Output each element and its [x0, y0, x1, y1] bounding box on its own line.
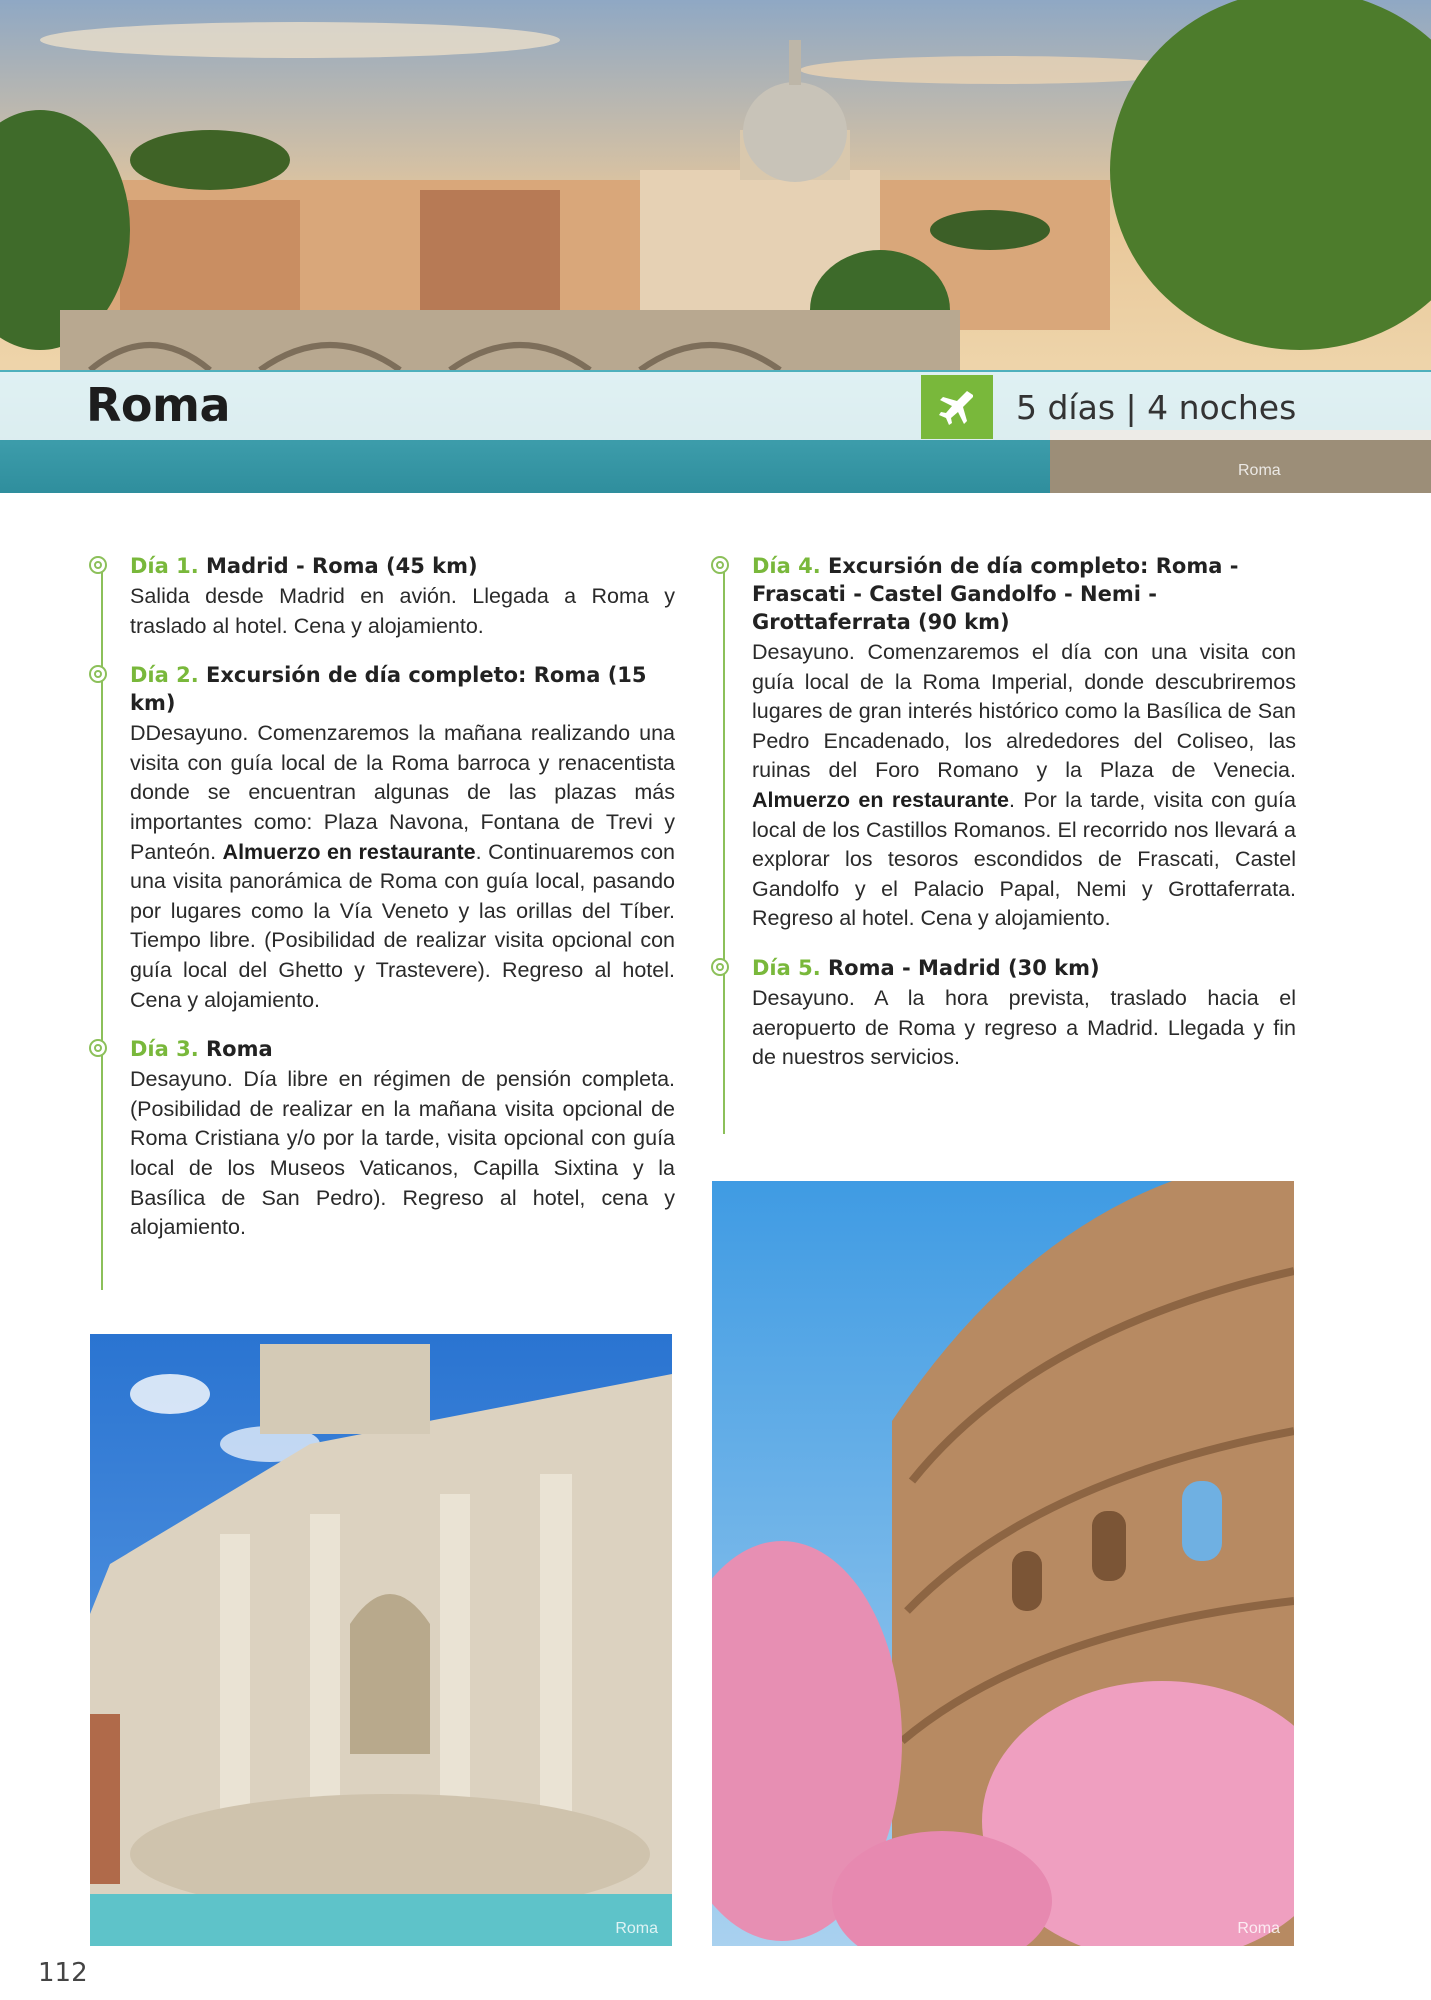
day-title: Excursión de día completo: Roma (15 km) — [130, 663, 647, 716]
day-label: Día 5. — [752, 955, 821, 980]
day-5 — [714, 954, 1296, 1073]
day-bullet-icon — [711, 556, 729, 574]
day-bullet-icon — [89, 665, 107, 683]
day-heading — [752, 552, 1296, 636]
day-description: Desayuno. A la hora prevista, traslado hacia el aeropuerto de Roma y regreso a Madrid. Llegada y fin de nuestros servicios. — [752, 985, 1296, 1070]
day-title: Madrid - Roma (45 km) — [206, 554, 478, 578]
day-1 — [92, 552, 675, 641]
day-description — [130, 719, 675, 1015]
trip-duration: 5 días | 4 noches — [1016, 388, 1297, 427]
airplane-icon — [937, 387, 977, 427]
day-2 — [92, 661, 675, 1015]
day-title: Roma - Madrid (30 km) — [828, 955, 1100, 980]
day-text-bold: Almuerzo en restaurante — [222, 839, 476, 864]
day-description: Salida desde Madrid en avión. Llegada a Roma y traslado al hotel. Cena y alojamiento. — [130, 584, 675, 638]
day-heading — [130, 661, 675, 717]
hero-photo-credit: Roma — [1238, 462, 1281, 479]
page-number: 112 — [38, 1958, 88, 1988]
day-text-part: Desayuno. Comenzaremos el día con una visita con guía local de la Roma Imperial, donde descubriremos lugares de gran interés histórico como la Basílica de San Pedro Encadenado, los alrededores del Coliseo, las ruinas del Foro Romano y la Plaza de Venecia. — [752, 640, 1296, 783]
day-title: Excursión de día completo: Roma - Frascati - Castel Gandolfo - Nemi - Grottaferrata (90 km) — [752, 554, 1239, 634]
day-title: Roma — [206, 1037, 273, 1062]
day-label: Día 3. — [130, 1037, 199, 1062]
day-description — [752, 638, 1296, 934]
day-text-part: . Continuaremos con una visita panorámica de Roma con guía local, pasando por lugares como la Vía Veneto y las orillas del Tíber. Tiempo libre. (Posibilidad de realizar visita opcional con guía local del Ghetto y Trastevere). Regreso al hotel. Cena y alojamiento. — [130, 839, 676, 1012]
day-bullet-icon — [711, 958, 729, 976]
photo-colosseum — [712, 1181, 1294, 1946]
day-heading — [130, 552, 675, 580]
day-label: Día 4. — [752, 554, 821, 578]
itinerary-column-left — [92, 552, 675, 1263]
day-bullet-icon — [89, 1039, 107, 1057]
day-description: Desayuno. Día libre en régimen de pensión completa. (Posibilidad de realizar en la mañana visita opcional de Roma Cristiana y/o por la tarde, visita opcional con guía local de los Museos Vaticanos, Capilla Sixtina y la Basílica de San Pedro). Regreso al hotel, cena y alojamiento. — [130, 1067, 675, 1240]
itinerary-column-right — [714, 552, 1296, 1093]
day-heading — [752, 954, 1296, 982]
day-label: Día 1. — [130, 554, 199, 578]
day-bullet-icon — [89, 556, 107, 574]
day-4 — [714, 552, 1296, 934]
page-title: Roma — [86, 378, 230, 432]
day-heading — [130, 1035, 675, 1063]
day-text-part: DDesayuno. Comenzaremos la mañana realizando una visita con guía local de la Roma barroca y renacentista donde se encuentran algunas de las plazas más importantes como: Plaza Navona, Fontana de Trevi y Panteón. — [130, 721, 675, 864]
photo-trevi-fountain — [90, 1334, 672, 1946]
photo-credit: Roma — [1237, 1920, 1280, 1937]
photo-credit: Roma — [615, 1920, 658, 1937]
day-3 — [92, 1035, 675, 1243]
day-text-part: . Por la tarde, visita con guía local de los Castillos Romanos. El recorrido nos llevará a explorar los tesoros escondidos de Frascati, Castel Gandolfo y el Palacio Papal, Nemi y Grottaferrata. Regreso al hotel. Cena y alojamiento. — [752, 787, 1296, 931]
day-text-bold: Almuerzo en restaurante — [752, 787, 1009, 812]
day-label: Día 2. — [130, 663, 199, 688]
airplane-badge — [921, 375, 993, 439]
